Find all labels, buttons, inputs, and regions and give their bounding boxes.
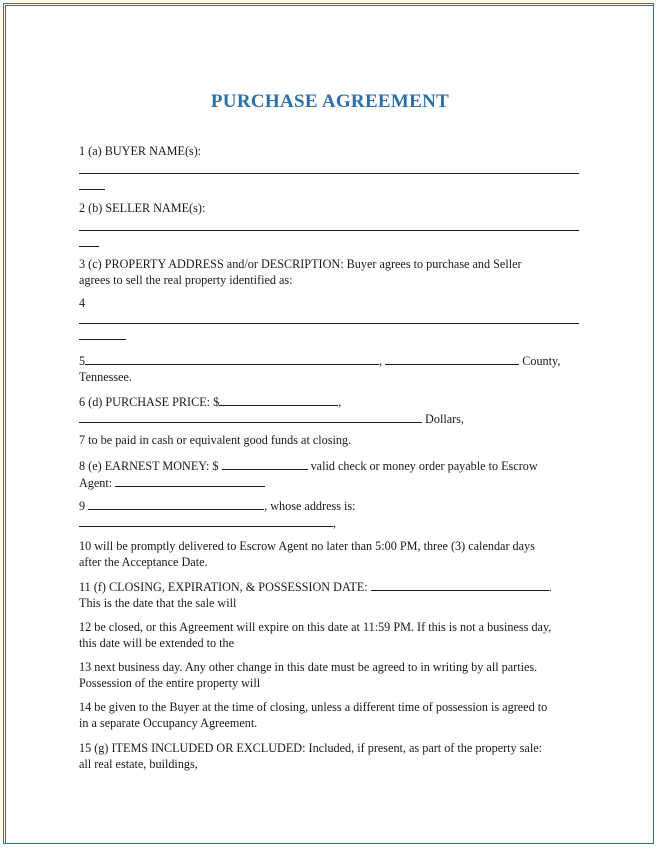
- purchase-price-label: 6 (d) PURCHASE PRICE: $: [79, 395, 220, 409]
- buyer-name-blank-line-continued[interactable]: [79, 189, 105, 190]
- section-13-changes: [79, 659, 581, 691]
- section-7-payment: [79, 432, 581, 448]
- section-buyer-name: [79, 143, 581, 190]
- escrow-agent-name-blank[interactable]: [88, 497, 264, 510]
- section-4: [79, 295, 581, 340]
- delivery-line-1: 10 will be promptly delivered to Escrow Agent no later than 5:00 PM, three (3) calendar days: [79, 539, 535, 553]
- earnest-money-label: 8 (e) EARNEST MONEY: $: [79, 459, 219, 473]
- county-label: County,: [522, 354, 561, 368]
- closing-date-blank[interactable]: [371, 578, 549, 591]
- city-blank-line[interactable]: [85, 352, 379, 365]
- section-10-delivery: [79, 538, 581, 570]
- section-14-possession: [79, 699, 581, 731]
- escrow-agent-address-blank[interactable]: [79, 514, 333, 527]
- state-label: Tennessee.: [79, 370, 132, 384]
- earnest-money-amount-blank[interactable]: [222, 457, 308, 470]
- comma-text: ,: [333, 516, 337, 530]
- period-text: .: [548, 580, 552, 594]
- line-number-9: 9: [79, 499, 86, 513]
- items-included-line-1: 15 (g) ITEMS INCLUDED OR EXCLUDED: Included, if present, as part of the property sale:: [79, 741, 543, 755]
- escrow-agent-label: Agent:: [79, 476, 113, 490]
- comma-text: ,: [379, 354, 383, 368]
- section-12-expiry: [79, 619, 581, 651]
- buyer-name-blank-line[interactable]: [79, 173, 579, 174]
- seller-name-blank-line-continued[interactable]: [79, 246, 99, 247]
- section-property-address: [79, 256, 581, 288]
- document-title: PURCHASE AGREEMENT: [210, 91, 450, 112]
- escrow-agent-blank[interactable]: [115, 474, 265, 487]
- possession-line-2: in a separate Occupancy Agreement.: [79, 716, 258, 730]
- delivery-line-2: after the Acceptance Date.: [79, 555, 208, 569]
- seller-name-blank-line[interactable]: [79, 230, 579, 231]
- changes-line-2: Possession of the entire property will: [79, 676, 261, 690]
- items-included-line-2: all real estate, buildings,: [79, 757, 198, 771]
- comma-text: ,: [338, 395, 342, 409]
- section-5-county: [79, 352, 581, 385]
- line-number-4: 4: [79, 296, 86, 310]
- county-blank-line[interactable]: [385, 352, 519, 365]
- whose-address-text: , whose address is:: [264, 499, 356, 513]
- section-9-address: [79, 497, 581, 531]
- property-description-blank-line-continued[interactable]: [79, 339, 126, 340]
- changes-line-1: 13 next business day. Any other change in this date must be agreed to in writing by all parties.: [79, 660, 538, 674]
- section-closing-date: [79, 578, 581, 611]
- expiry-line-2: this date will be extended to the: [79, 636, 235, 650]
- payment-terms-text: 7 to be paid in cash or equivalent good funds at closing.: [79, 433, 352, 447]
- property-description-blank-line[interactable]: [79, 323, 579, 324]
- purchase-price-words-blank[interactable]: [79, 410, 422, 423]
- section-purchase-price: [79, 393, 581, 427]
- buyer-name-label: 1 (a) BUYER NAME(s):: [79, 144, 202, 158]
- property-address-line-2: agrees to sell the real property identified as:: [79, 273, 293, 287]
- closing-date-line-2: This is the date that the sale will: [79, 596, 237, 610]
- purchase-price-amount-blank[interactable]: [219, 393, 338, 406]
- section-seller-name: [79, 200, 581, 247]
- section-earnest-money: [79, 457, 581, 491]
- earnest-money-text: valid check or money order payable to Escrow: [310, 459, 538, 473]
- possession-line-1: 14 be given to the Buyer at the time of closing, unless a different time of possession is agreed to: [79, 700, 548, 714]
- section-items-included: [79, 740, 581, 772]
- line-number-5: 5: [79, 354, 86, 368]
- expiry-line-1: 12 be closed, or this Agreement will expire on this date at 11:59 PM. If this is not a business day,: [79, 620, 552, 634]
- seller-name-label: 2 (b) SELLER NAME(s):: [79, 201, 206, 215]
- dollars-label: Dollars,: [425, 412, 464, 426]
- property-address-line-1: 3 (c) PROPERTY ADDRESS and/or DESCRIPTION: Buyer agrees to purchase and Seller: [79, 257, 522, 271]
- closing-date-label: 11 (f) CLOSING, EXPIRATION, & POSSESSION DATE:: [79, 580, 368, 594]
